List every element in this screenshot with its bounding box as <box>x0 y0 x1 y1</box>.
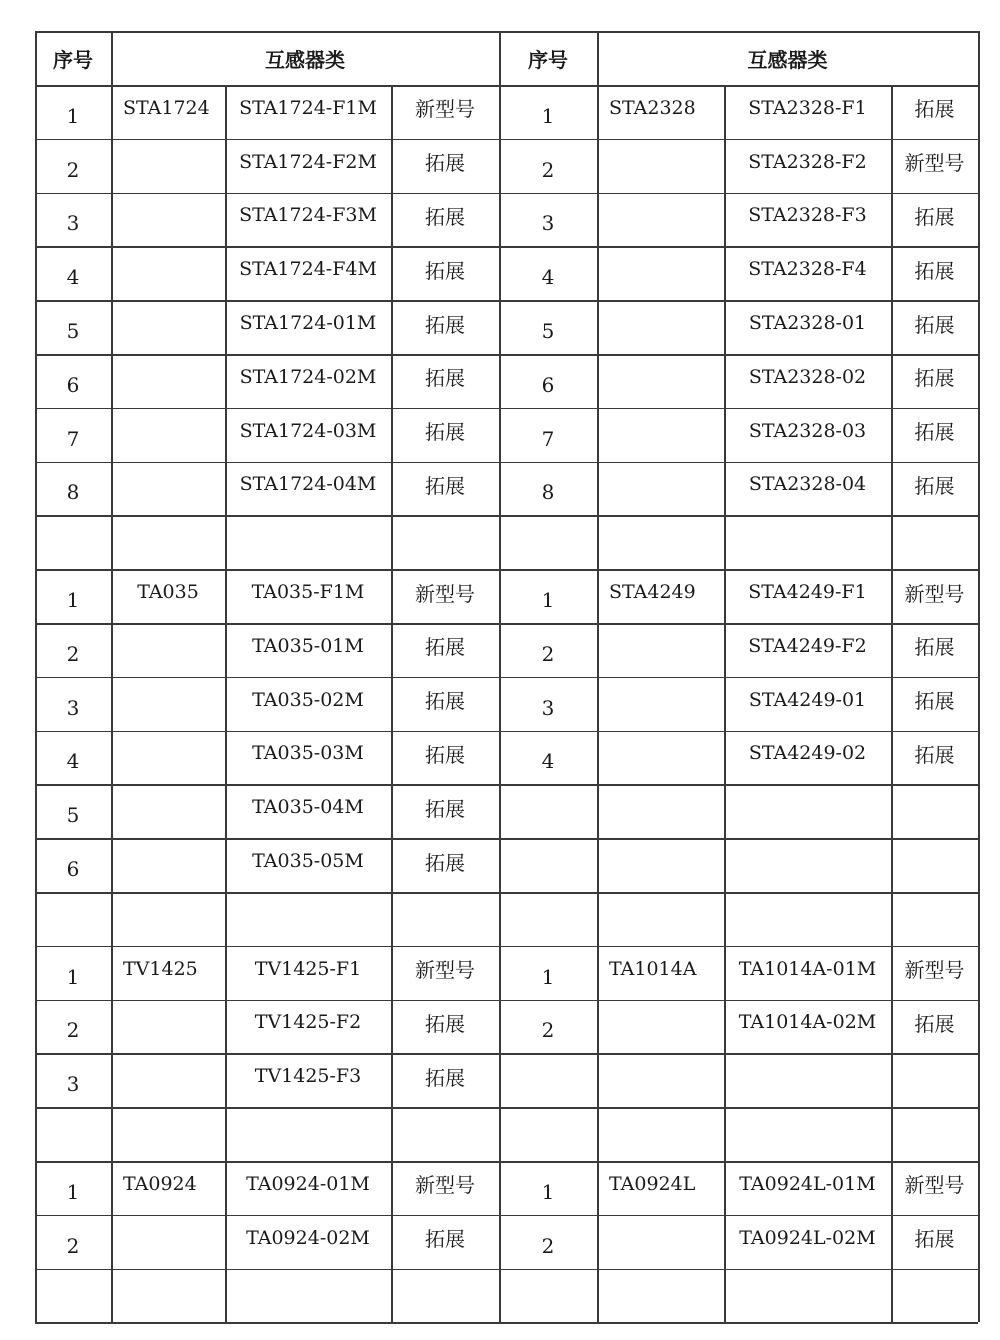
model-number: STA2328-03 <box>748 419 867 442</box>
model-number: STA1724-03M <box>239 419 377 442</box>
row-seq: 2 <box>66 641 80 666</box>
status-label: 拓展 <box>914 1011 955 1036</box>
status-label: 新型号 <box>904 958 965 983</box>
model-number: STA1724-F1M <box>239 96 377 119</box>
row-seq: 2 <box>541 1018 555 1043</box>
status-label: 拓展 <box>914 204 955 229</box>
status-label: 新型号 <box>904 151 965 176</box>
model-number: TA1014A-02M <box>738 1011 877 1034</box>
series-name: TA0924L <box>609 1172 696 1195</box>
row-divider <box>35 892 978 894</box>
status-label: 拓展 <box>914 635 955 660</box>
status-label: 拓展 <box>425 1227 465 1252</box>
status-label: 拓展 <box>914 742 955 767</box>
row-seq: 7 <box>66 426 80 451</box>
row-seq: 1 <box>541 103 555 128</box>
status-label: 拓展 <box>425 258 465 283</box>
row-seq: 3 <box>541 211 555 236</box>
model-number: STA1724-F4M <box>239 258 377 281</box>
model-number: STA2328-01 <box>748 312 867 335</box>
series-name: TA1014A <box>609 957 697 980</box>
model-number: TA035-02M <box>252 688 364 711</box>
model-number: TA035-03M <box>252 742 364 765</box>
model-number: STA2328-04 <box>748 473 867 496</box>
row-seq: 4 <box>541 749 555 774</box>
row-seq: 1 <box>541 588 555 613</box>
status-label: 拓展 <box>914 1227 955 1252</box>
row-seq: 2 <box>66 157 80 182</box>
row-seq: 4 <box>66 265 80 290</box>
row-seq: 3 <box>66 211 80 236</box>
row-seq: 3 <box>66 695 80 720</box>
model-number: TA035-F1M <box>251 581 365 604</box>
row-divider <box>35 784 978 786</box>
model-number: TA0924-01M <box>246 1172 370 1195</box>
model-number: STA2328-F4 <box>748 258 867 281</box>
status-label: 拓展 <box>914 366 955 391</box>
row-divider <box>35 838 978 840</box>
row-seq: 1 <box>541 964 555 989</box>
model-number: TV1425-F1 <box>254 957 362 980</box>
status-label: 拓展 <box>914 258 955 283</box>
status-label: 拓展 <box>425 420 465 445</box>
header-seq: 序号 <box>528 47 568 72</box>
status-label: 拓展 <box>425 151 465 176</box>
row-seq: 5 <box>66 803 80 828</box>
row-seq: 1 <box>541 1179 555 1204</box>
row-seq: 4 <box>541 265 555 290</box>
model-number: TA035-04M <box>252 796 364 819</box>
model-number: STA1724-04M <box>239 473 377 496</box>
status-label: 新型号 <box>415 581 475 606</box>
row-seq: 2 <box>66 1233 80 1258</box>
row-seq: 7 <box>541 426 555 451</box>
model-number: TA1014A-01M <box>738 957 877 980</box>
model-number: STA4249-01 <box>748 688 867 711</box>
status-label: 拓展 <box>425 635 465 660</box>
row-seq: 1 <box>66 103 80 128</box>
row-seq: 8 <box>66 480 80 505</box>
column-divider <box>111 31 113 1322</box>
model-number: STA4249-02 <box>748 742 867 765</box>
model-number: STA1724-02M <box>239 365 377 388</box>
status-label: 拓展 <box>425 473 465 498</box>
row-seq: 8 <box>541 480 555 505</box>
model-number: TA0924L-02M <box>739 1226 876 1249</box>
row-seq: 5 <box>66 319 80 344</box>
row-seq: 4 <box>66 749 80 774</box>
status-label: 拓展 <box>425 796 465 821</box>
header-category: 互感器类 <box>265 47 345 72</box>
column-divider <box>597 31 599 1322</box>
status-label: 拓展 <box>914 312 955 337</box>
row-seq: 2 <box>66 1018 80 1043</box>
status-label: 拓展 <box>914 97 955 122</box>
status-label: 拓展 <box>425 204 465 229</box>
row-seq: 3 <box>66 1072 80 1097</box>
status-label: 新型号 <box>904 1173 965 1198</box>
status-label: 拓展 <box>425 312 465 337</box>
row-seq: 1 <box>66 588 80 613</box>
row-seq: 2 <box>541 157 555 182</box>
status-label: 拓展 <box>914 473 955 498</box>
status-label: 新型号 <box>415 97 475 122</box>
status-label: 拓展 <box>425 742 465 767</box>
row-seq: 5 <box>541 319 555 344</box>
header-category: 互感器类 <box>747 47 828 72</box>
model-number: STA2328-F1 <box>748 96 867 119</box>
model-number: TA0924-02M <box>246 1226 370 1249</box>
model-number: STA1724-F2M <box>239 150 377 173</box>
row-divider <box>35 1322 978 1324</box>
row-seq: 3 <box>541 695 555 720</box>
model-number: STA2328-F3 <box>748 204 867 227</box>
status-label: 拓展 <box>425 850 465 875</box>
model-number: TA035-05M <box>252 850 364 873</box>
model-number: TV1425-F2 <box>254 1011 362 1034</box>
row-seq: 1 <box>66 1179 80 1204</box>
row-divider <box>35 1053 978 1055</box>
series-name: TA0924 <box>123 1172 197 1195</box>
model-number: STA1724-F3M <box>239 204 377 227</box>
status-label: 新型号 <box>415 1173 475 1198</box>
row-seq: 6 <box>66 372 80 397</box>
row-seq: 6 <box>66 857 80 882</box>
header-seq: 序号 <box>53 47 93 72</box>
row-seq: 6 <box>541 372 555 397</box>
series-name: STA4249 <box>609 581 696 604</box>
status-label: 拓展 <box>425 1065 465 1090</box>
model-number: TA035-01M <box>252 634 364 657</box>
series-name: TA035 <box>137 581 199 604</box>
series-name: STA2328 <box>609 96 696 119</box>
model-number: STA2328-02 <box>748 365 867 388</box>
model-number: TV1425-F3 <box>254 1065 362 1088</box>
row-divider <box>35 1269 978 1271</box>
status-label: 拓展 <box>425 366 465 391</box>
row-seq: 2 <box>541 1233 555 1258</box>
series-name: STA1724 <box>123 96 210 119</box>
model-number: STA2328-F2 <box>748 150 867 173</box>
status-label: 拓展 <box>914 420 955 445</box>
column-divider <box>978 31 980 1322</box>
series-name: TV1425 <box>123 957 198 980</box>
row-divider <box>35 1107 978 1109</box>
model-number: STA4249-F2 <box>748 634 867 657</box>
status-label: 拓展 <box>425 689 465 714</box>
status-label: 拓展 <box>425 1011 465 1036</box>
model-number: STA1724-01M <box>239 312 377 335</box>
row-divider <box>35 515 978 517</box>
status-label: 拓展 <box>914 689 955 714</box>
row-seq: 1 <box>66 964 80 989</box>
model-number: TA0924L-01M <box>739 1172 876 1195</box>
row-seq: 2 <box>541 641 555 666</box>
status-label: 新型号 <box>415 958 475 983</box>
model-number: STA4249-F1 <box>748 581 867 604</box>
status-label: 新型号 <box>904 581 965 606</box>
